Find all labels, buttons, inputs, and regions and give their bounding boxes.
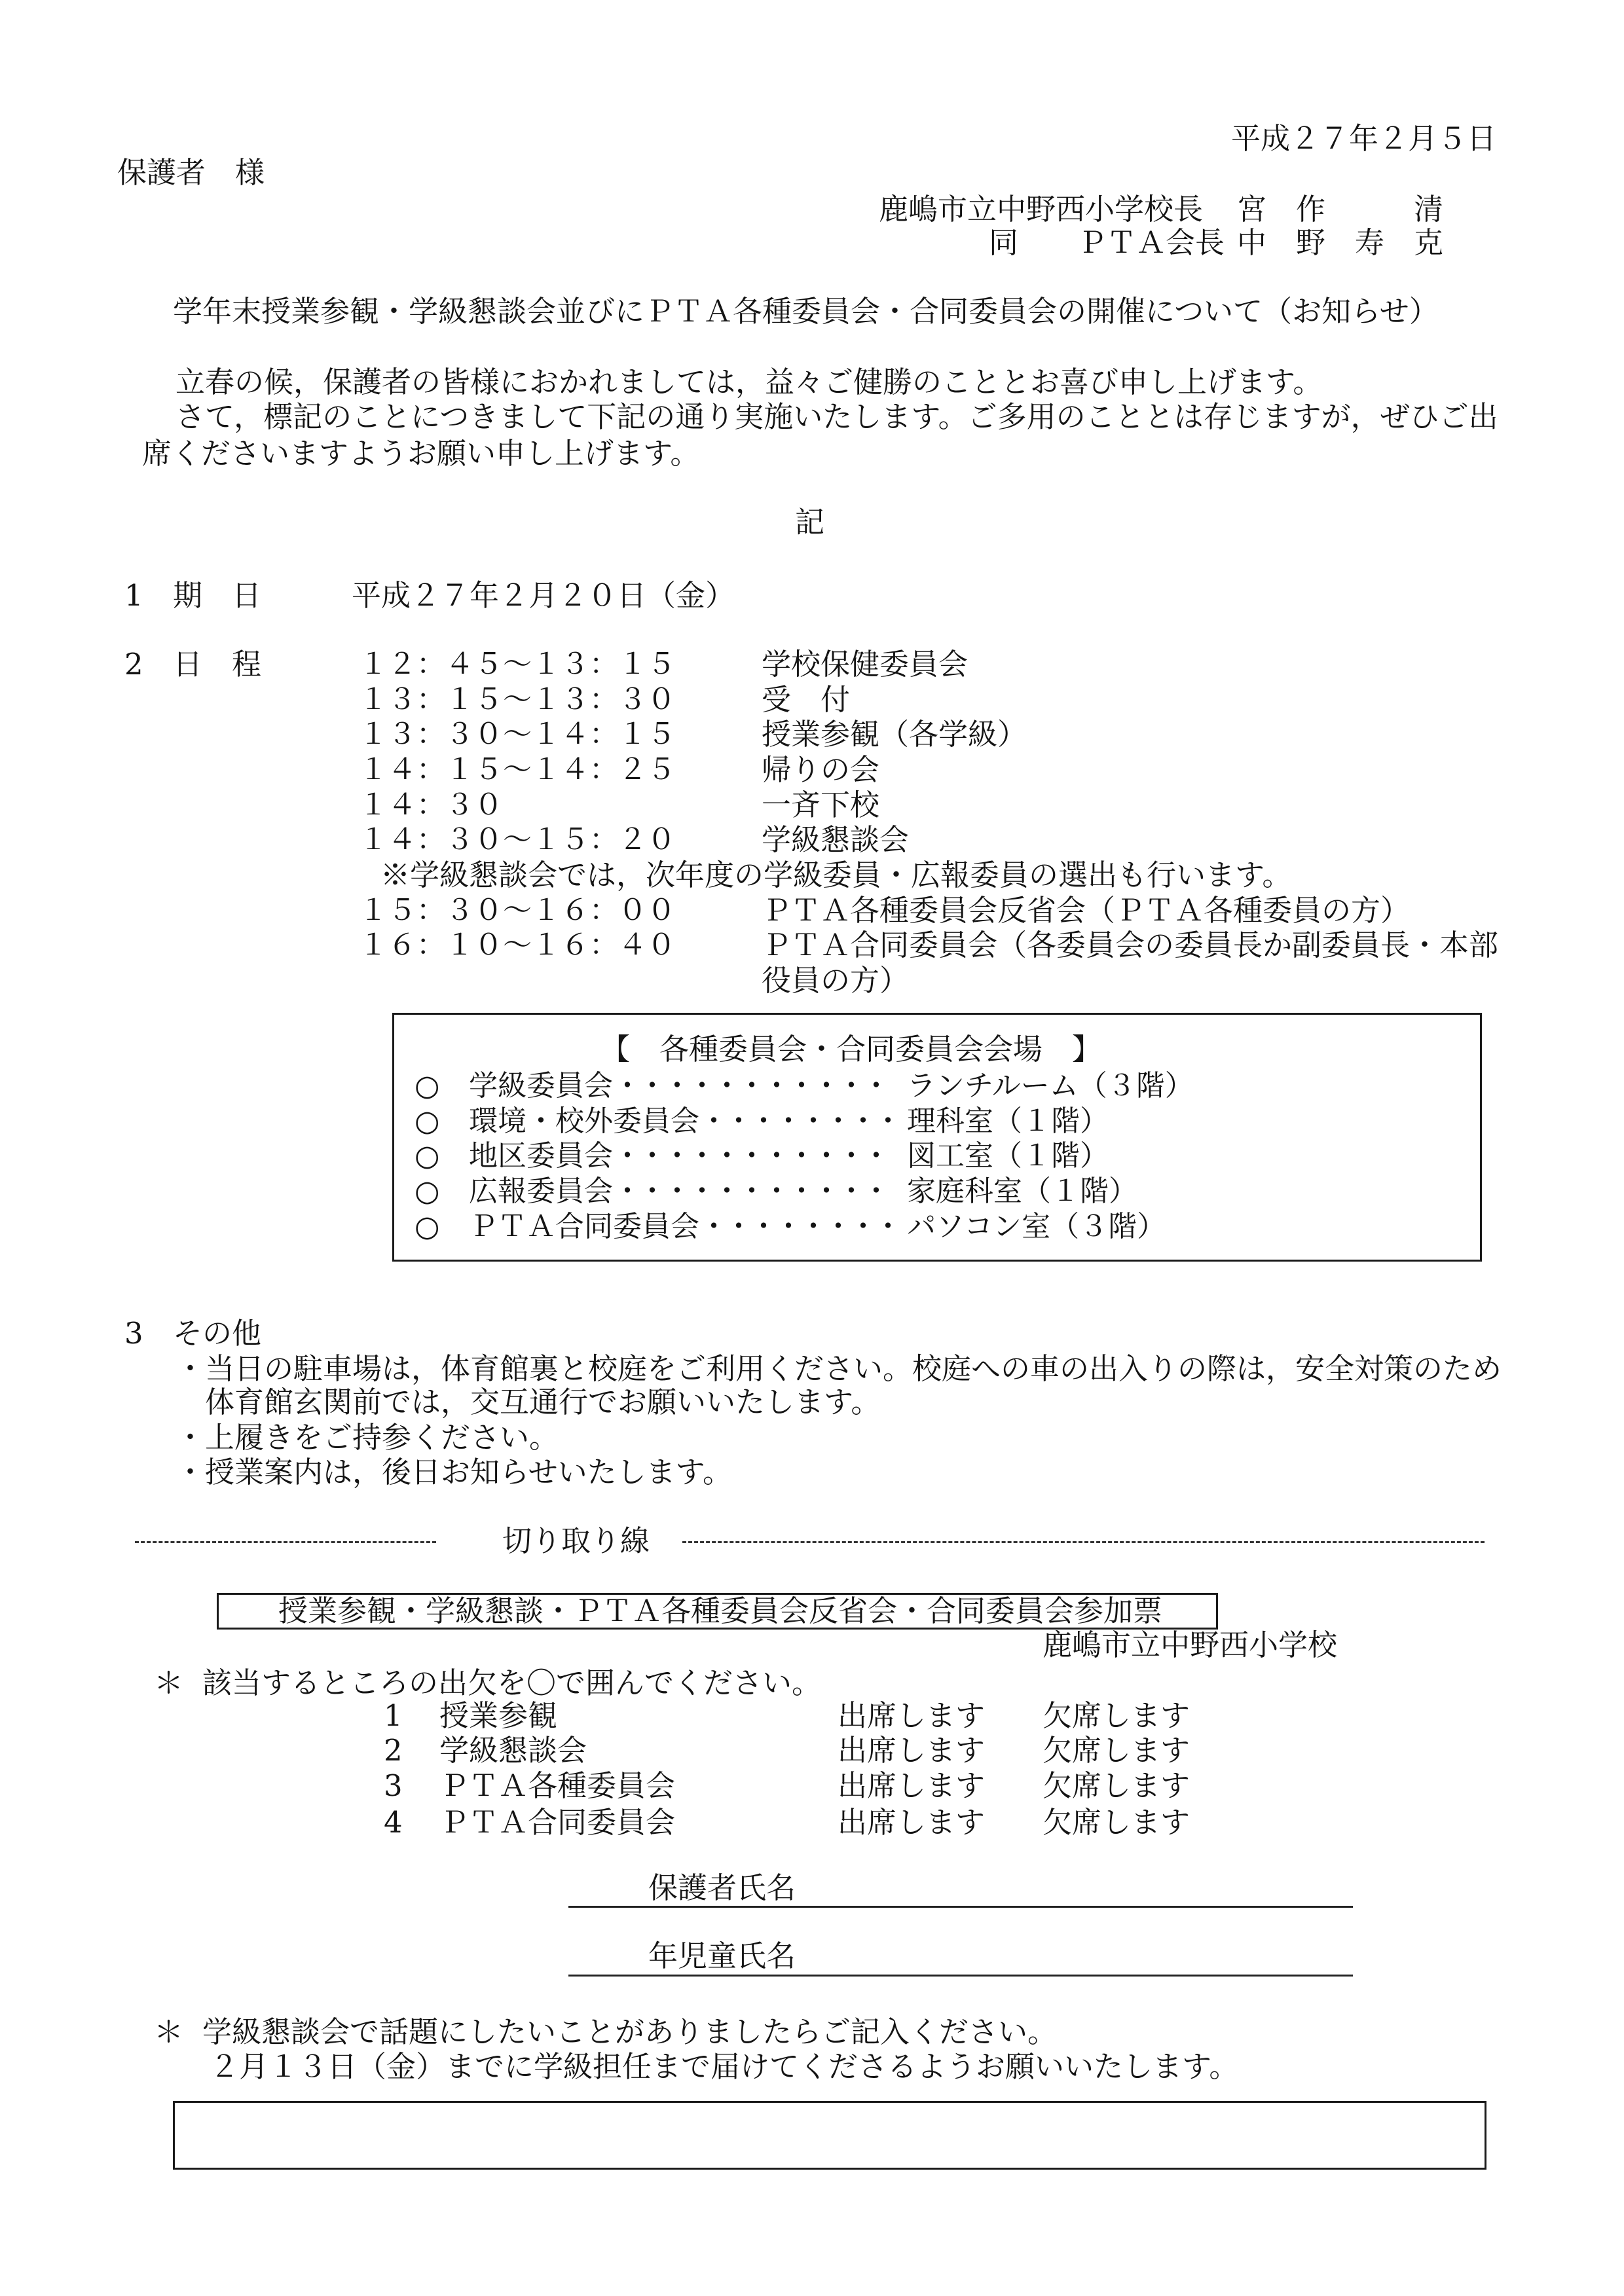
attend-option: 出席します (838, 1768, 986, 1803)
pta-president-name: 中 野 寿 克 (1237, 225, 1444, 260)
document-title: 学年末授業参観・学級懇談会並びにＰＴＡ各種委員会・合同委員会の開催について（お知らせ） (173, 294, 1439, 329)
schedule-time: １６：１０～１６：４０ (359, 928, 676, 962)
attend-option: 出席します (838, 1698, 986, 1733)
section-label: 期 日 (173, 578, 262, 613)
schedule-time: １３：１５～１３：３０ (359, 683, 676, 716)
venue-name: ＰＴＡ合同委員会 (469, 1210, 699, 1243)
schedule-event: 学校保健委員会 (762, 647, 969, 682)
venue-room: 家庭科室（１階） (907, 1175, 1137, 1208)
venue-name: 地区委員会 (469, 1139, 613, 1173)
slip-instruction: 該当するところの出欠を〇で囲んでください。 (202, 1666, 822, 1700)
principal-title: 鹿嶋市立中野西小学校長 (879, 192, 1204, 227)
comment-box (173, 2101, 1486, 2170)
venue-room: 図工室（１階） (907, 1139, 1109, 1173)
slip-row-label: 学級懇談会 (439, 1733, 587, 1768)
schedule-time: １２：４５～１３：１５ (359, 647, 676, 681)
venue-mark: ○ (415, 1139, 440, 1173)
schedule-time: １４：１５～１４：２５ (359, 753, 676, 786)
pta-president-title: 同 ＰＴＡ会長 (989, 225, 1225, 260)
schedule-event: ＰＴＡ合同委員会（各委員会の委員長か副委員長・本部 (762, 928, 1499, 962)
absent-option: 欠席します (1043, 1698, 1190, 1733)
schedule-note: ※学級懇談会では，次年度の学級委員・広報委員の選出も行います。 (380, 858, 1292, 892)
venue-entry (469, 1104, 898, 1139)
attend-option: 出席します (838, 1805, 986, 1840)
venue-mark: ○ (415, 1069, 440, 1102)
venue-leader: ・・・・・・・・ (699, 1210, 898, 1243)
absent-option: 欠席します (1043, 1733, 1190, 1768)
venue-name: 広報委員会 (469, 1175, 613, 1208)
venue-mark: ○ (415, 1104, 440, 1138)
child-name-line (568, 1975, 1353, 1977)
event-date: 平成２７年２月２０日（金） (352, 578, 735, 613)
section-number: 3 (124, 1316, 143, 1351)
body-line: 立春の候，保護者の皆様におかれましては，益々ご健勝のこととお喜び申し上げます。 (175, 365, 1323, 399)
venue-leader: ・・・・・・・・・・・ (613, 1175, 887, 1208)
venue-room: ランチルーム（３階） (907, 1069, 1194, 1102)
cut-line-label: 切り取り線 (502, 1523, 650, 1558)
schedule-time: １４：３０ (359, 788, 503, 822)
attend-option: 出席します (838, 1733, 986, 1768)
other-bullet: ・当日の駐車場は，体育館裏と校庭をご利用ください。校庭への車の出入りの際は，安全対策のため (175, 1351, 1502, 1386)
other-bullet: ・上履きをご持参ください。 (175, 1420, 559, 1455)
venue-leader: ・・・・・・・・ (699, 1104, 898, 1138)
slip-row-label: ＰＴＡ各種委員会 (439, 1768, 676, 1803)
schedule-event: 学級懇談会 (762, 822, 910, 857)
slip-instruction-mark: ＊ (154, 1666, 184, 1700)
absent-option: 欠席します (1043, 1805, 1190, 1840)
slip-row-number: 4 (384, 1805, 403, 1840)
request-line: 学級懇談会で話題にしたいことがありましたらご記入ください。 (202, 2014, 1058, 2049)
venue-name: 環境・校外委員会 (469, 1104, 699, 1138)
section-number: 2 (124, 647, 143, 682)
slip-row-number: 3 (384, 1768, 403, 1803)
schedule-event: 帰りの会 (762, 752, 880, 787)
ki-heading: 記 (795, 505, 825, 539)
slip-row-number: 1 (384, 1698, 403, 1733)
other-bullet: ・授業案内は，後日お知らせいたします。 (175, 1455, 733, 1489)
section-label: その他 (173, 1316, 262, 1351)
section-label: 日 程 (173, 647, 262, 682)
venue-heading: 【 各種委員会・合同委員会会場 】 (600, 1032, 1102, 1066)
schedule-event: 授業参観（各学級） (762, 717, 1027, 752)
schedule-event: ＰＴＡ各種委員会反省会（ＰＴＡ各種委員の方） (762, 893, 1411, 928)
schedule-time: １５：３０～１６：００ (359, 894, 676, 927)
venue-leader: ・・・・・・・・・・・ (613, 1069, 887, 1102)
schedule-time: １４：３０～１５：２０ (359, 823, 676, 856)
section-number: 1 (124, 578, 143, 613)
guardian-name-label: 保護者氏名 (648, 1870, 796, 1905)
venue-room: 理科室（１階） (907, 1104, 1109, 1138)
venue-entry (469, 1210, 898, 1244)
venue-leader: ・・・・・・・・・・・ (613, 1139, 887, 1173)
slip-title: 授業参観・学級懇談・ＰＴＡ各種委員会反省会・合同委員会参加票 (278, 1594, 1163, 1628)
venue-entry (469, 1175, 887, 1209)
venue-mark: ○ (415, 1175, 440, 1208)
letter-date: 平成２７年２月５日 (1231, 121, 1497, 156)
slip-row-label: 授業参観 (439, 1698, 558, 1733)
slip-row-label: ＰＴＡ合同委員会 (439, 1805, 676, 1840)
schedule-event: 受 付 (762, 682, 851, 717)
cut-line-right (682, 1541, 1485, 1543)
absent-option: 欠席します (1043, 1768, 1190, 1803)
slip-row-number: 2 (384, 1733, 403, 1768)
recipient-line: 保護者 様 (117, 155, 265, 190)
child-name-label: 年児童氏名 (648, 1939, 796, 1973)
venue-entry (469, 1139, 887, 1173)
venue-name: 学級委員会 (469, 1069, 613, 1102)
request-mark: ＊ (154, 2014, 184, 2049)
cut-line-left (135, 1541, 436, 1543)
body-line: さて，標記のことにつきまして下記の通り実施いたします。ご多用のこととは存じますが，ぜひご出 (175, 399, 1498, 434)
schedule-event-continued: 役員の方） (762, 963, 910, 998)
body-line: 席くださいますようお願い申し上げます。 (142, 436, 700, 471)
venue-room: パソコン室（３階） (907, 1210, 1166, 1243)
schedule-event: 一斉下校 (762, 788, 880, 822)
venue-entry (469, 1069, 887, 1103)
guardian-name-line (568, 1906, 1353, 1908)
request-line: ２月１３日（金）までに学級担任まで届けてくださるようお願いいたします。 (210, 2049, 1239, 2084)
venue-mark: ○ (415, 1210, 440, 1243)
principal-name: 宮 作 清 (1237, 192, 1444, 227)
schedule-time: １３：３０～１４：１５ (359, 718, 676, 751)
slip-school: 鹿嶋市立中野西小学校 (1043, 1628, 1338, 1662)
other-bullet-continued: 体育館玄関前では，交互通行でお願いいたします。 (205, 1385, 881, 1419)
